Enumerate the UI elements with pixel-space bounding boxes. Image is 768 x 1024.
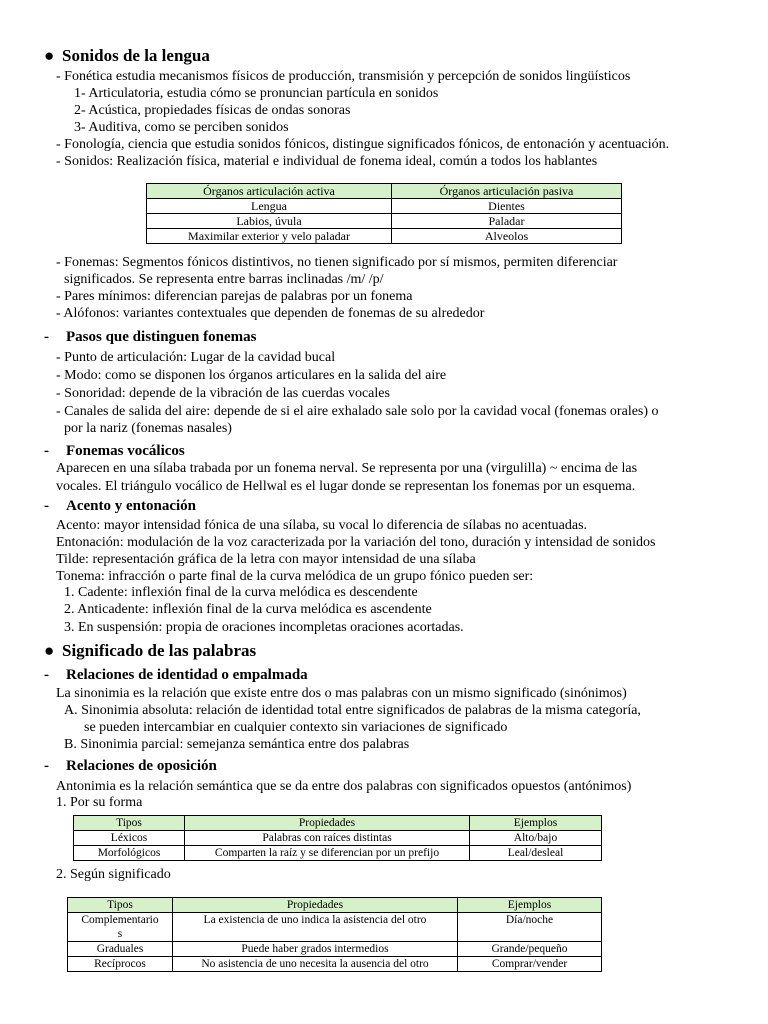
table-header: Tipos [74, 816, 185, 831]
heading-significado: ● Significado de las palabras [44, 641, 257, 660]
text-line: - Fonética estudia mecanismos físicos de producción, transmisión y percepción de sonidos lingüísticos [56, 69, 631, 84]
list-item: 3. En suspensión: propia de oraciones incompletas oraciones acortadas. [64, 620, 464, 635]
list-item: 2. Según significado [56, 867, 171, 882]
table-cell: Comparten la raíz y se diferencian por un prefijo [185, 846, 470, 861]
table-row [147, 214, 622, 229]
table-cell: No asistencia de uno necesita la ausencia del otro [173, 957, 458, 972]
table-cell: Puede haber grados intermedios [173, 942, 458, 957]
list-item: 1. Cadente: inflexión final de la curva melódica es descendente [64, 585, 418, 600]
heading-vocalicos: - Fonemas vocálicos [44, 443, 185, 459]
table-cell: Alto/bajo [470, 831, 602, 846]
antonyms-meaning-table [67, 897, 602, 972]
table-cell: Labios, úvula [147, 214, 392, 229]
text-line: por la nariz (fonemas nasales) [64, 421, 232, 436]
table-cell: Paladar [392, 214, 622, 229]
list-item: 2- Acústica, propiedades físicas de ondas sonoras [74, 103, 351, 118]
list-item: 1- Articulatoria, estudia cómo se pronuncian partícula en sonidos [74, 86, 439, 101]
table-row [74, 831, 602, 846]
list-item: A. Sinonimia absoluta: relación de identidad total entre significados de palabras de la misma categoría, [64, 703, 641, 718]
table-cell: Día/noche [458, 913, 602, 942]
list-item: 1. Por su forma [56, 795, 143, 810]
table-row [68, 942, 602, 957]
table-header: Propiedades [173, 898, 458, 913]
table-cell: Dientes [392, 199, 622, 214]
table-row [147, 199, 622, 214]
heading-pasos-text: Pasos que distinguen fonemas [66, 329, 257, 345]
table-row [74, 846, 602, 861]
heading-identidad-text: Relaciones de identidad o empalmada [66, 667, 308, 683]
text-line: Acento: mayor intensidad fónica de una sílaba, su vocal lo diferencia de sílabas no acentuadas. [56, 518, 588, 533]
table-row [68, 957, 602, 972]
table-cell: Palabras con raíces distintas [185, 831, 470, 846]
articulation-organs-table [146, 183, 622, 244]
cell-text: Complementario [81, 914, 159, 926]
text-line: - Canales de salida del aire: depende de si el aire exhalado sale solo por la cavidad vocal (fonemas orales) o [56, 404, 659, 419]
text-line: Entonación: modulación de la voz caracterizada por la variación del tono, duración y intensidad de sonidos [56, 535, 656, 550]
heading-sonidos-text: Sonidos de la lengua [62, 46, 210, 65]
text-line: La sinonimia es la relación que existe entre dos o mas palabras con un mismo significado (sinónimos) [56, 686, 627, 701]
table-header: Ejemplos [470, 816, 602, 831]
table-cell: Alveolos [392, 229, 622, 244]
table-cell: Maximilar exterior y velo paladar [147, 229, 392, 244]
table-cell: Leal/desleal [470, 846, 602, 861]
list-item: B. Sinonimia parcial: semejanza semántica entre dos palabras [64, 737, 410, 752]
text-line: - Alófonos: variantes contextuales que dependen de fonemas de su alrededor [56, 306, 485, 321]
text-line: Aparecen en una sílaba trabada por un fonema nerval. Se representa por una (virgulilla) ~ encima de las [56, 461, 638, 476]
heading-oposicion-text: Relaciones de oposición [66, 758, 217, 774]
table-row [147, 229, 622, 244]
heading-vocalicos-text: Fonemas vocálicos [66, 443, 185, 459]
table-header: Órganos articulación activa [147, 184, 392, 199]
table-cell: Comprar/vender [458, 957, 602, 972]
list-item: 2. Anticadente: inflexión final de la curva melódica es ascendente [64, 602, 432, 617]
heading-sonidos: ● Sonidos de la lengua [44, 46, 210, 65]
text-line: se pueden intercambiar en cualquier contexto sin variaciones de significado [84, 720, 508, 735]
antonyms-form-table [73, 815, 602, 861]
text-line: - Fonemas: Segmentos fónicos distintivos, no tienen significado por sí mismos, permiten diferenciar [56, 255, 618, 270]
text-line: significados. Se representa entre barras inclinadas /m/ /p/ [64, 272, 384, 287]
table-cell: Recíprocos [68, 957, 173, 972]
list-item: 3- Auditiva, como se perciben sonidos [74, 120, 289, 135]
table-header: Propiedades [185, 816, 470, 831]
table-header: Ejemplos [458, 898, 602, 913]
heading-acento-text: Acento y entonación [66, 498, 196, 514]
heading-identidad: - Relaciones de identidad o empalmada [44, 667, 308, 683]
text-line: Tilde: representación gráfica de la letra con mayor intensidad de una sílaba [56, 552, 476, 567]
text-line: - Sonidos: Realización física, material e individual de fonema ideal, común a todos los hablantes [56, 154, 598, 169]
table-cell: Léxicos [74, 831, 185, 846]
heading-oposicion: - Relaciones de oposición [44, 758, 217, 774]
text-line: - Pares mínimos: diferencian parejas de palabras por un fonema [56, 289, 413, 304]
table-row [68, 913, 602, 942]
table-cell: Lengua [147, 199, 392, 214]
text-line: - Punto de articulación: Lugar de la cavidad bucal [56, 350, 336, 365]
table-header: Tipos [68, 898, 173, 913]
heading-acento: - Acento y entonación [44, 498, 196, 514]
text-line: - Fonología, ciencia que estudia sonidos fónicos, distingue significados fónicos, de entonación y acentuación. [56, 137, 670, 152]
table-cell: Morfológicos [74, 846, 185, 861]
table-cell: Grande/pequeño [458, 942, 602, 957]
text-line: Tonema: infracción o parte final de la curva melódica de un grupo fónico pueden ser: [56, 569, 534, 584]
table-cell [68, 913, 173, 942]
table-header: Órganos articulación pasiva [392, 184, 622, 199]
text-line: vocales. El triángulo vocálico de Hellwal es el lugar donde se representan los fonemas por un esquema. [56, 479, 636, 494]
heading-significado-text: Significado de las palabras [62, 641, 257, 660]
text-line: - Sonoridad: depende de la vibración de las cuerdas vocales [56, 386, 390, 401]
text-line: Antonimia es la relación semántica que se da entre dos palabras con significados opuestos (antónimos) [56, 779, 632, 794]
text-line: - Modo: como se disponen los órganos articulares en la salida del aire [56, 368, 447, 383]
heading-pasos: - Pasos que distinguen fonemas [44, 329, 257, 345]
table-cell: Graduales [68, 942, 173, 957]
table-cell: La existencia de uno indica la asistencia del otro [173, 913, 458, 942]
cell-text-wrap: s [117, 928, 123, 940]
